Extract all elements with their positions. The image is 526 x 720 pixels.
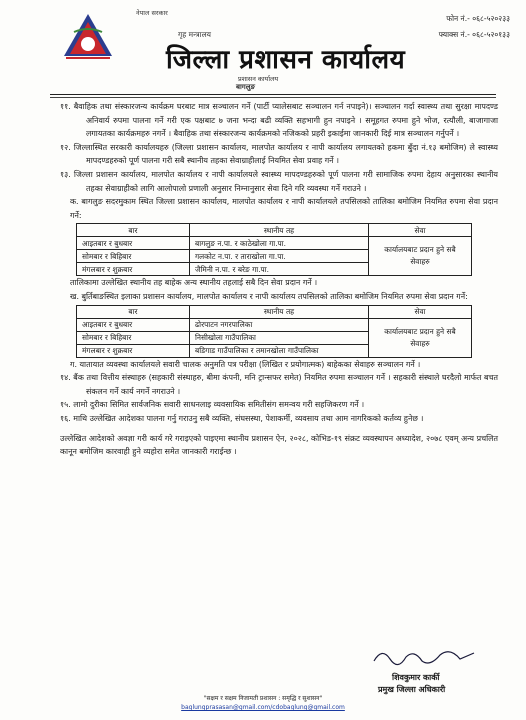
- header-divider-thin: [50, 97, 496, 98]
- schedule-table-burtibang: [76, 305, 472, 358]
- header-divider: [50, 94, 496, 95]
- schedule-table-baglung: [76, 223, 472, 276]
- paragraph-11: ११. बैवाहिक तथा संस्कारजन्य कार्यक्रम घरबाट मात्र सञ्चालन गर्ने (पार्टी प्यालेसबाट सञ्चालन गर्न नपाइने)। सञ्चालन गर्दा स्वास्थ्य तथा सुरक्षा मापदण्ड अनिवार्य रुपमा पालना गर्ने गरी एक पक्षबाट ७ जना भन्दा बढी व्यक्ति सहभागी हुन नपाइने । समूहगत रुपमा हुने भोज, रत्यौली, बाजागाजा लगायतका कार्यक्रमहरु नगर्ने । बैवाहिक तथा संस्कारजन्य कार्यक्रमको नजिकको प्रहरी इकाईमा जानकारी दिई मात्र सञ्चालन गर्नुपर्ने ।: [60, 102, 498, 139]
- table-cell-day: आइतबार र बुधबार: [77, 318, 190, 331]
- paragraph-13-c: ग. यातायात व्यवस्था कार्यालयले सवारी चालक अनुमति पत्र परीक्षा (लिखित र प्रयोगात्मक) बाहेकका सेवाहरु सञ्चालन गर्ने ।: [70, 359, 421, 369]
- paragraph-12: १२. जिल्लास्थित सरकारी कार्यालयहरु (जिल्ला प्रशासन कार्यालय, मालपोत कार्यालय र नापी कार्यालय लगायतको हकमा बुँदा नं.१३ बमोजिम) ले स्वास्थ्य मापदण्डहरुको पूर्ण पालना गरी सबै स्थानीय तहका सेवाग्राहीलाई नियमित सेवा प्रवाह गर्ने ।: [60, 142, 498, 166]
- table-header-row: [77, 305, 472, 318]
- seal-text: प्रशासन कार्यालय: [238, 75, 279, 83]
- header-service: सेवा: [369, 224, 472, 237]
- table-cell-local-level: बडिगाड गाउँपालिका र तमानखोला गाउँपालिका: [190, 344, 369, 357]
- table-header-row: [77, 224, 472, 237]
- paragraph-13-a-note: तालिकामा उल्लेखित स्थानीय तह बाहेक अन्य स्थानीय तहलाई सबै दिन सेवा प्रदान गर्ने ।: [70, 278, 318, 288]
- table-cell-day: सोमबार र बिहिबार: [77, 250, 190, 263]
- header-day: बार: [77, 224, 190, 237]
- signer-title: प्रमुख जिल्ला अधिकारी: [378, 685, 446, 694]
- office-title: जिल्ला प्रशासन कार्यालय: [166, 45, 406, 75]
- phone-number: फोन नं.- ०६८-५२०२३३: [446, 14, 510, 23]
- paragraph-13-a: क. बागलुङ सदरमुकाम स्थित जिल्ला प्रशासन कार्यालय, मालपोत कार्यालय र नापी कार्यालयले तपसिलको तालिका बमोजिम नियमित रुपमा सेवा प्रदान गर्ने:: [70, 197, 498, 220]
- paragraph-14: १४. बैंक तथा वित्तीय संस्थाहरु (सहकारी संस्थाहरु, बीमा कंपनी, मनि ट्रान्सफर समेत) नियमित रुपमा सञ्चालन गर्ने । सहकारी संस्थाले घरदैलो मार्फत बचत संकलन गर्ने कार्य नगर्ने नगराउने ।: [60, 373, 498, 396]
- header-service: सेवा: [369, 305, 472, 318]
- paragraph-16: १६. माथि उल्लेखित आदेशका पालना गर्नु गराउनु सबै व्यक्ति, संघसस्था, पेशाकर्मी, व्यवसाय तथा आम नागरिकको कर्तव्य हुनेछ ।: [60, 413, 424, 423]
- table-row: [77, 318, 472, 331]
- handwritten-signature: [370, 645, 480, 669]
- table-cell-service: कार्यालयबाट प्रदान हुने सबै सेवाहरु: [369, 237, 472, 276]
- header-local-level: स्थानीय तह: [190, 305, 369, 318]
- paragraph-13: १३. जिल्ला प्रशासन कार्यालय, मालपोत कार्यालय र नापी कार्यालयले स्वास्थ्य मापदण्डहरुको पूर्ण पालना गरी सामाजिक रुपमा देहाय अनुसारका स्थानीय तहका सेवाग्राहीको लागि आलोपालो प्रणाली अनुसार निम्नानुसार सेवा दिने गरि व्यवस्था गर्ने गराउने ।: [60, 169, 498, 193]
- table-cell-service: कार्यालयबाट प्रदान हुने सबै सेवाहरु: [369, 318, 472, 357]
- footer-email-link[interactable]: baglungprasasan@gmail.com/cdobaglung@gmail.com: [181, 704, 345, 711]
- fax-number: फ्याक्स नं.- ०६८-५२०१३३: [438, 30, 510, 39]
- table-cell-local-level: ढोरपाटन नगरपालिका: [190, 318, 369, 331]
- table-cell-local-level: गलकोट न.पा. र ताराखोला गा.पा.: [190, 250, 369, 263]
- table-cell-local-level: जैमिनी न.पा. र बरेङ गा.पा.: [190, 263, 369, 276]
- government-emblem-icon: [58, 8, 118, 60]
- table-cell-day: मंगलबार र शुक्रबार: [77, 344, 190, 357]
- table-cell-day: मंगलबार र शुक्रबार: [77, 263, 190, 276]
- table-cell-day: सोमबार र बिहिबार: [77, 331, 190, 344]
- table-cell-local-level: निसीखोला गाउँपालिका: [190, 331, 369, 344]
- table-cell-day: आइतबार र बुधबार: [77, 237, 190, 250]
- location-stamp: बागलुङ: [236, 83, 255, 91]
- closing-paragraph: उल्लेखित आदेशको अवज्ञा गरी कार्य गरे गराइएको पाइएमा स्थानीय प्रशासन ऐन, २०२८, कोभिड-१९ संक्रट व्यवस्थापन अध्यादेश, २०७८ एवम् अन्य प्रचलित कानून बमोजिम कारवाही हुने व्यहोरा समेत जानकारी गराईन्छ ।: [60, 433, 498, 457]
- header-local-level: स्थानीय तह: [190, 224, 369, 237]
- paragraph-15: १५. लामो दुरीका सिमित सार्वजनिक सवारी साधनलाइ व्यवसायिक समितीसंग समन्वय गरी सहजिकरण गर्ने ।: [60, 400, 365, 410]
- header-day: बार: [77, 305, 190, 318]
- signer-name: शिवकुमार कार्की: [392, 673, 440, 682]
- table-cell-local-level: बागलुङ न.पा. र काठेखोला गा.पा.: [190, 237, 369, 250]
- footer-slogan: "सक्षम र सक्षम निजामती प्रशासन : समृद्धि र सुशासन": [203, 695, 323, 702]
- letter-body: [60, 100, 498, 459]
- government-line: नेपाल सरकार: [136, 9, 168, 17]
- table-row: [77, 237, 472, 250]
- ministry-line: गृह मन्त्रालय: [178, 30, 212, 39]
- paragraph-13-b: ख. बुर्तिबाङस्थित इलाका प्रशासन कार्यालय, मालपोत कार्यालय र नापी कार्यालय तपसिलको तालिका बमोजिम नियमित रुपमा सेवा प्रदान गर्ने:: [70, 291, 468, 301]
